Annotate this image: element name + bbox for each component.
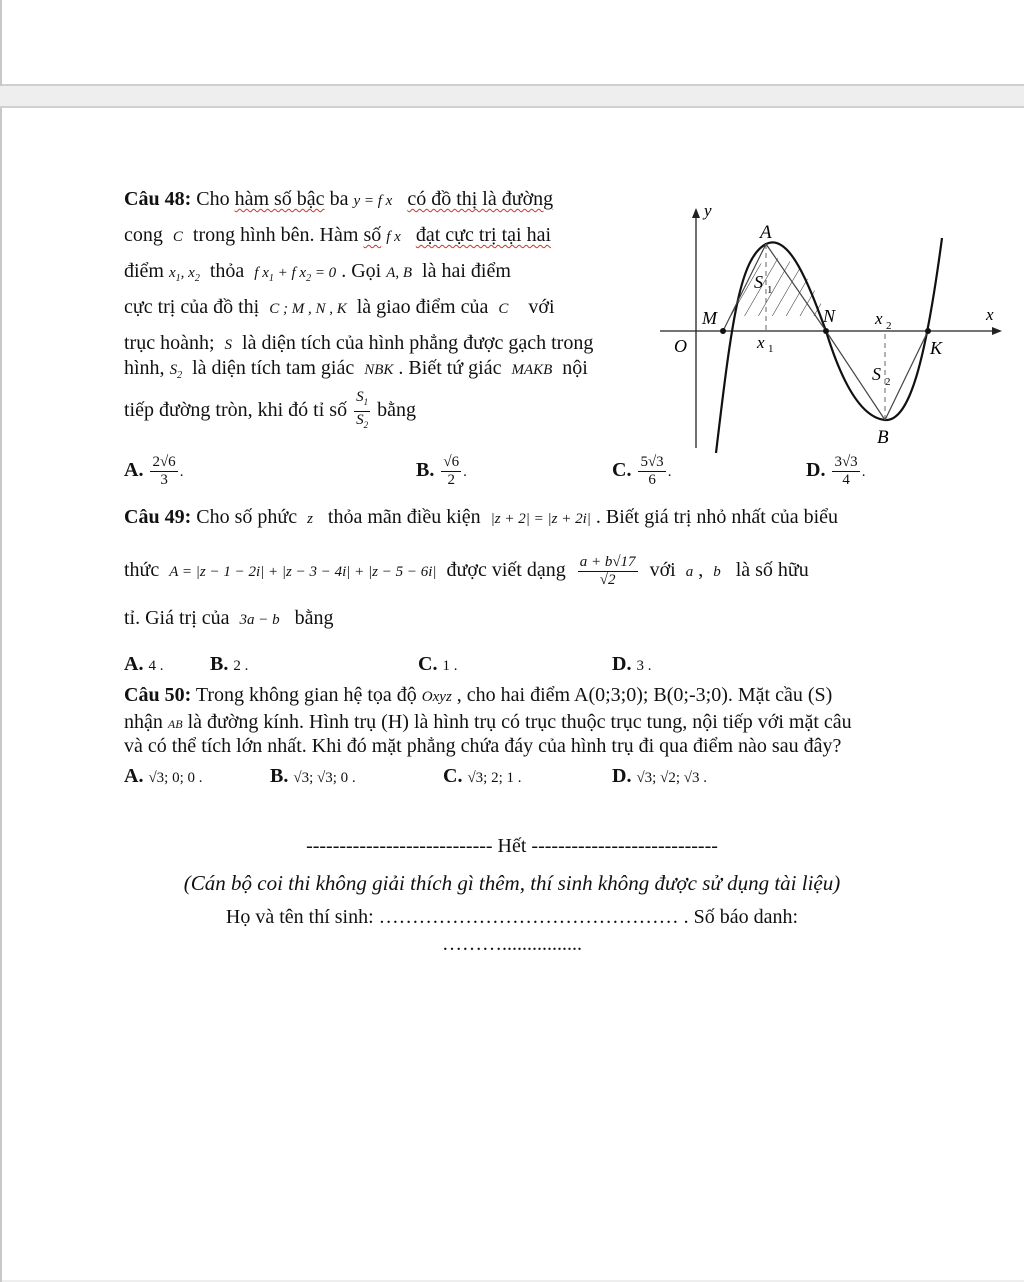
label-y: y bbox=[704, 201, 712, 220]
q50-label: Câu 50: bbox=[124, 684, 192, 706]
q48-formula: C ; M , N , K bbox=[269, 301, 347, 317]
q48-label: Câu 48: bbox=[124, 188, 192, 210]
option-letter: C. bbox=[612, 459, 632, 481]
option-value: √3; 0; 0 . bbox=[148, 770, 203, 786]
q48-formula: S bbox=[169, 362, 178, 378]
exam-page bbox=[0, 106, 1024, 1280]
q48-formula: 1 bbox=[268, 273, 274, 284]
q48-formula: C bbox=[172, 229, 183, 245]
option-letter: D. bbox=[612, 653, 632, 675]
cubic-graph bbox=[660, 198, 1010, 458]
q48-formula: 1 bbox=[175, 273, 181, 284]
option-letter: A. bbox=[124, 459, 144, 481]
q48-line-5 bbox=[124, 331, 593, 357]
ratio-fraction bbox=[354, 389, 370, 434]
q48-text: tiếp đường tròn, khi đó tỉ số bbox=[124, 399, 348, 421]
q48-formula: y = f x bbox=[353, 193, 393, 209]
label-a: A bbox=[760, 222, 772, 243]
q50-line-1 bbox=[124, 683, 832, 709]
q49-formula: A = |z − 1 − 2i| + |z − 3 − 4i| + |z − 5 − 6i| bbox=[169, 564, 437, 580]
q49-formula: a bbox=[685, 564, 694, 580]
point-k bbox=[925, 328, 931, 334]
q48-text: trục hoành; bbox=[124, 332, 215, 354]
q49-formula: √2 bbox=[599, 571, 616, 588]
option-value: 3 . bbox=[636, 658, 652, 674]
q48-text: trong hình bên. Hàm bbox=[192, 224, 359, 246]
option-value: 4 bbox=[842, 471, 850, 488]
point-n bbox=[823, 328, 829, 334]
option-letter: D. bbox=[806, 459, 826, 481]
q48-text: điểm bbox=[124, 260, 164, 282]
q48-text: là diện tích của hình phẳng được gạch trong bbox=[242, 332, 594, 354]
q49-text: , bbox=[698, 559, 704, 581]
q48-text: có đồ thị là đường bbox=[407, 188, 554, 210]
option-value: √6 bbox=[443, 453, 460, 470]
q48-line-4 bbox=[124, 295, 555, 321]
q50-formula: Oxyz bbox=[421, 689, 452, 705]
q49-option-c bbox=[418, 652, 457, 678]
point-m bbox=[720, 328, 726, 334]
option-letter: D. bbox=[612, 765, 632, 787]
option-value: 5√3 bbox=[640, 453, 664, 470]
candidate-dots: ………................ bbox=[442, 933, 582, 955]
option-letter: A. bbox=[124, 653, 144, 675]
q49-text: thức bbox=[124, 559, 160, 581]
q48-formula: NBK bbox=[364, 362, 394, 378]
q49-text: Cho số phức bbox=[196, 506, 298, 528]
label-k: K bbox=[930, 338, 943, 358]
q49-text: tỉ. Giá trị của bbox=[124, 607, 230, 629]
option-value: √3; 2; 1 . bbox=[467, 770, 522, 786]
option-letter: C. bbox=[418, 653, 438, 675]
q48-text: ba bbox=[329, 188, 349, 210]
q48-text: cong bbox=[124, 224, 163, 246]
q48-formula: C bbox=[498, 301, 509, 317]
label-s1-sub: 1 bbox=[767, 284, 773, 296]
q50-option-b bbox=[270, 764, 356, 790]
q48-text: . Gọi bbox=[341, 260, 382, 282]
option-value: 2√6 bbox=[152, 453, 176, 470]
option-value: 3 bbox=[160, 471, 168, 488]
option-value: √3; √2; √3 . bbox=[636, 770, 707, 786]
q50-option-c bbox=[443, 764, 522, 790]
segment-bk bbox=[885, 331, 928, 420]
q48-formula: , x bbox=[180, 265, 195, 281]
option-value: 3√3 bbox=[834, 453, 858, 470]
x-axis-arrow bbox=[992, 327, 1002, 335]
q49-option-d bbox=[612, 652, 651, 678]
cubic-curve bbox=[716, 238, 942, 453]
q48-text: cực trị của đồ thị bbox=[124, 296, 260, 318]
label-o: O bbox=[674, 336, 687, 356]
q49-formula: 3a − b bbox=[239, 612, 280, 628]
label-s1: S bbox=[754, 272, 763, 292]
q48-formula: S bbox=[356, 388, 364, 405]
q49-formula: z bbox=[307, 511, 313, 527]
q49-text: thỏa mãn điều kiện bbox=[327, 506, 481, 528]
candidate-info: Họ và tên thí sinh: ……………………………………… . Số báo danh: bbox=[225, 906, 799, 928]
label-b: B bbox=[877, 427, 889, 448]
option-value: 4 . bbox=[148, 658, 164, 674]
q48-formula: S bbox=[224, 337, 233, 353]
q48-text: hình, bbox=[124, 357, 165, 379]
q48-formula: S bbox=[356, 411, 364, 428]
q48-line-3 bbox=[124, 259, 511, 291]
option-dot: . bbox=[667, 464, 672, 480]
q50-option-d bbox=[612, 764, 707, 790]
q48-formula: MAKB bbox=[511, 362, 553, 378]
label-x2-sub: 2 bbox=[886, 320, 892, 332]
q49-text: là số hữu bbox=[735, 559, 809, 581]
q50-text: Trong không gian hệ tọa độ bbox=[195, 684, 417, 706]
q48-option-b bbox=[416, 448, 467, 492]
q48-line-7 bbox=[124, 388, 416, 432]
q49-option-a bbox=[124, 652, 163, 678]
label-m: M bbox=[702, 308, 717, 328]
q49-formula: |z + 2| = |z + 2i| bbox=[490, 511, 591, 527]
q48-formula: 2 bbox=[194, 273, 200, 284]
q48-line-1 bbox=[124, 187, 553, 213]
q48-text: với bbox=[528, 296, 555, 318]
q48-text: bằng bbox=[377, 399, 416, 421]
q50-line-3 bbox=[124, 734, 841, 758]
q50-option-a bbox=[124, 764, 203, 790]
q48-formula: 2 bbox=[363, 419, 369, 430]
label-s2-sub: 2 bbox=[885, 376, 891, 388]
q48-line-6 bbox=[124, 356, 588, 388]
q48-formula: 1 bbox=[363, 396, 369, 407]
q48-formula: f x bbox=[386, 229, 401, 245]
label-x1: x bbox=[757, 333, 765, 352]
q50-text: , cho hai điểm A(0;3;0); B(0;-3;0). Mặt cầu (S) bbox=[456, 684, 833, 706]
label-n: N bbox=[823, 306, 836, 326]
q50-text: là đường kính. Hình trụ (H) là hình trụ có trục thuộc trục tung, nội tiếp với mặt câu bbox=[187, 711, 852, 733]
end-marker: ---------------------------- Hết ---------------------------- bbox=[306, 835, 718, 857]
option-value: 2 bbox=[447, 471, 455, 488]
q48-text: số bbox=[363, 224, 382, 246]
option-dot: . bbox=[463, 464, 467, 480]
label-s2: S bbox=[872, 364, 881, 384]
option-letter: B. bbox=[416, 459, 435, 481]
q48-text: thỏa bbox=[209, 260, 245, 282]
q49-formula: b bbox=[713, 564, 721, 580]
q48-formula: = 0 bbox=[311, 265, 337, 281]
q48-text: đạt cực trị tại hai bbox=[415, 224, 552, 246]
option-dot: . bbox=[861, 464, 866, 480]
option-value: 2 . bbox=[233, 658, 249, 674]
label-x: x bbox=[986, 305, 994, 324]
q48-text: là diện tích tam giác bbox=[192, 357, 355, 379]
q50-text: nhận bbox=[124, 711, 163, 733]
q48-option-a bbox=[124, 448, 183, 492]
y-axis-arrow bbox=[692, 208, 700, 218]
option-dot: . bbox=[179, 464, 184, 480]
q48-formula: + f x bbox=[273, 265, 307, 281]
q50-formula: AB bbox=[167, 717, 183, 731]
option-value: 6 bbox=[648, 471, 656, 488]
option-value: √3; √3; 0 . bbox=[293, 770, 356, 786]
q49-text: bằng bbox=[294, 607, 334, 629]
q48-text: hàm số bậc bbox=[234, 188, 325, 210]
q48-text: nội bbox=[562, 357, 588, 379]
q48-text: là giao điểm của bbox=[356, 296, 489, 318]
option-letter: A. bbox=[124, 765, 144, 787]
q50-text: và có thể tích lớn nhất. Khi đó mặt phẳng chứa đáy của hình trụ đi qua điểm nào sau đây? bbox=[124, 735, 842, 757]
label-x2: x bbox=[875, 309, 883, 328]
q49-label: Câu 49: bbox=[124, 506, 192, 528]
option-letter: B. bbox=[210, 653, 229, 675]
q48-line-2 bbox=[124, 223, 551, 249]
q49-text: . Biết giá trị nhỏ nhất của biểu bbox=[595, 506, 839, 528]
option-letter: C. bbox=[443, 765, 463, 787]
q48-text: . Biết tứ giác bbox=[398, 357, 502, 379]
q49-line-3 bbox=[124, 606, 334, 632]
q49-option-b bbox=[210, 652, 248, 678]
q48-formula: A, B bbox=[386, 265, 413, 281]
q50-line-2 bbox=[124, 710, 852, 736]
q48-text: là hai điểm bbox=[422, 260, 511, 282]
q48-text: Cho bbox=[196, 188, 230, 210]
q49-text: được viết dạng bbox=[446, 559, 566, 581]
q48-formula: 2 bbox=[306, 273, 312, 284]
q49-line-2 bbox=[124, 548, 809, 592]
option-letter: B. bbox=[270, 765, 289, 787]
q48-formula: x bbox=[169, 265, 176, 281]
q49-formula: a + b√17 bbox=[579, 553, 636, 570]
q49-text: với bbox=[649, 559, 676, 581]
q48-formula: f x bbox=[254, 265, 269, 281]
previous-page bbox=[0, 0, 1024, 86]
q48-formula: 2 bbox=[177, 370, 183, 381]
proctor-note: (Cán bộ coi thi không giải thích gì thêm, thí sinh không được sử dụng tài liệu) bbox=[183, 871, 841, 895]
q49-line-1 bbox=[124, 505, 838, 531]
option-value: 1 . bbox=[442, 658, 458, 674]
label-x1-sub: 1 bbox=[768, 343, 774, 355]
